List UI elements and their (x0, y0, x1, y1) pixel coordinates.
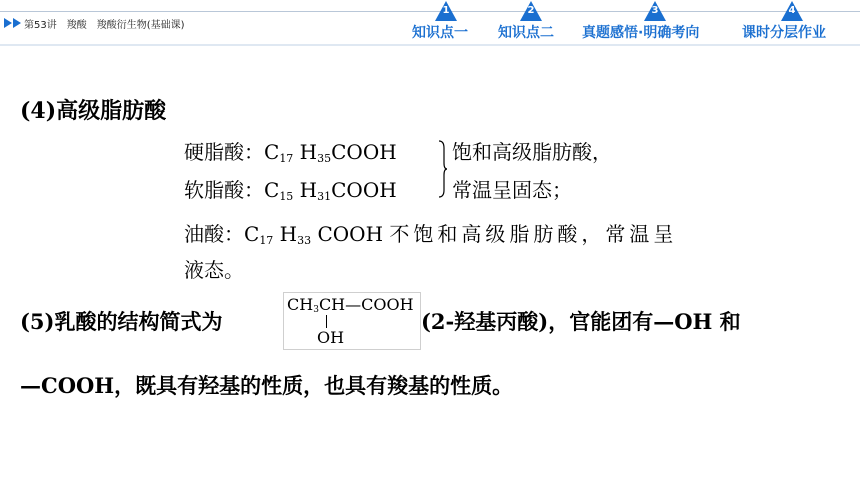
section-heading-4: (4)高级脂肪酸 (20, 98, 167, 124)
top-navigation-bar (0, 0, 860, 46)
stearic-acid-line: 硬脂酸：$C_{17}$ $H_{35}COOH$ (184, 140, 397, 165)
lactic-acid-intro: (5)乳酸的结构简式为 (20, 309, 223, 334)
tab-marker-2: 2 (520, 1, 542, 21)
oleic-acid-line: 油酸：$C_{17}$ $H_{33}$ COOH 不饱和高级脂肪酸，常温呈 (184, 222, 678, 247)
lactic-acid-structure (283, 292, 421, 350)
structure-bond (326, 315, 327, 328)
tab-marker-3: 3 (644, 1, 666, 21)
right-brace-icon (438, 140, 448, 198)
tab-exam-insights[interactable]: 真题感悟·明确考向 (582, 25, 700, 41)
structure-hydroxyl: OH (317, 328, 345, 347)
tab-homework[interactable]: 课时分层作业 (742, 25, 826, 41)
tab-marker-1: 1 (435, 1, 457, 21)
saturated-description: 饱和高级脂肪酸， (452, 140, 612, 164)
tab-knowledge-point-1[interactable]: 知识点一 (412, 25, 468, 41)
structure-main-chain: $CH_3CH—COOH$ (287, 295, 414, 315)
play-arrow-icon (4, 18, 12, 28)
header-rule-top (0, 11, 860, 12)
lactic-acid-properties: —COOH，既具有羟基的性质，也具有羧基的性质。 (20, 373, 514, 398)
tab-knowledge-point-2[interactable]: 知识点二 (498, 25, 554, 41)
solid-state-description: 常温呈固态； (452, 178, 572, 202)
palmitic-acid-line: 软脂酸：$C_{15}$ $H_{31}COOH$ (184, 178, 397, 203)
play-arrow-icon (13, 18, 21, 28)
tab-marker-4: 4 (781, 1, 803, 21)
breadcrumb-label: 第53讲 羧酸 羧酸衍生物(基础课) (24, 19, 185, 31)
oleic-acid-continuation: 液态。 (184, 258, 244, 282)
header-rule-bottom (0, 44, 860, 46)
breadcrumb (4, 15, 185, 31)
lactic-acid-functional-groups: (2-羟基丙酸)，官能团有—OH 和 (421, 309, 741, 334)
